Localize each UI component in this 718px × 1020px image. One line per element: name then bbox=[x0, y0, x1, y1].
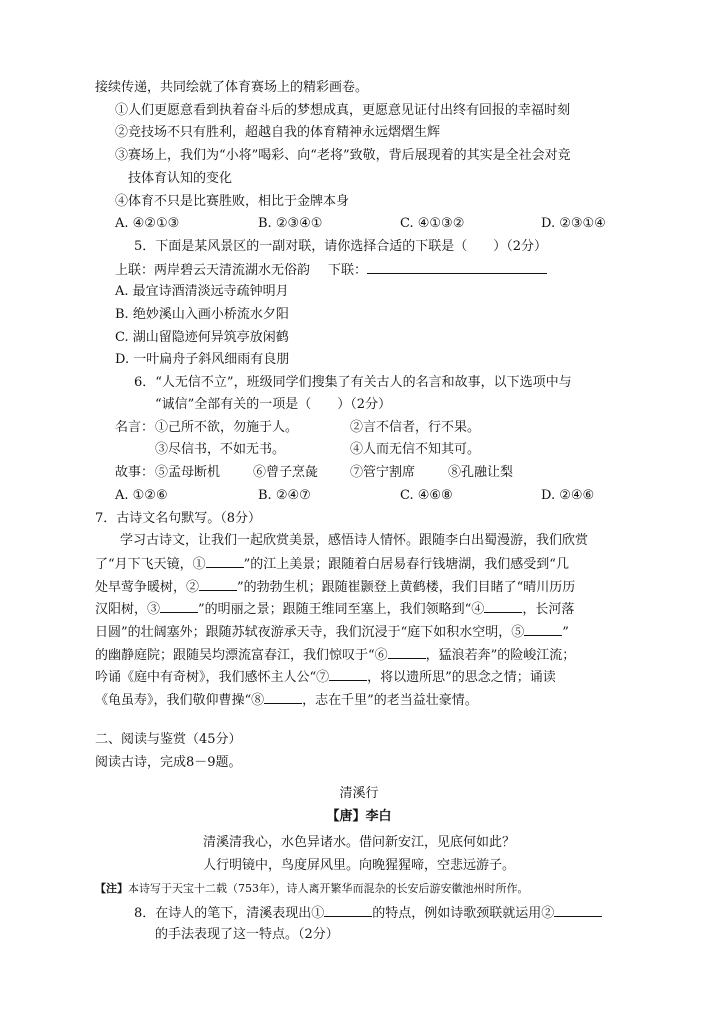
q6-quotes-label: 名言： bbox=[115, 420, 155, 435]
q6-option-d: D. ②④⑥ bbox=[541, 488, 595, 503]
q4-item-4: ④体育不只是比赛胜败，相比于金牌本身 bbox=[115, 194, 350, 209]
q7-blank-5[interactable] bbox=[524, 623, 562, 636]
q7-text: 日圆”的壮阔塞外；跟随苏轼夜游承天寺，我们沉浸于“庭下如积水空明，⑤ bbox=[95, 625, 525, 640]
section-instruction: 阅读古诗，完成8－9题。 bbox=[95, 755, 242, 770]
q5-couplet bbox=[115, 261, 547, 280]
q6-option-c: C. ④⑥⑧ bbox=[400, 488, 453, 503]
q6-story-7: ⑦管宁割席 bbox=[350, 465, 416, 480]
q7-text: 处早莺争暖树，② bbox=[95, 580, 200, 595]
q7-text: ”的江上美景；跟随着白居易春行钱塘湖，我们感受到“几 bbox=[243, 557, 569, 572]
note-text: 本诗写于天宝十二载（753年），诗人离开繁华而混杂的长安后游安徽池州时所作。 bbox=[128, 882, 529, 895]
poem-line-2: 人行明镜中，鸟度屏风里。向晚猩猩啼，空悲远游子。 bbox=[202, 858, 515, 873]
q4-item-3: ③赛场上，我们为“小将”喝彩、向“老将”致敬，背后展现着的其实是全社会对竞 bbox=[115, 148, 571, 163]
q7-text: ，志在千里”的老当益壮豪情。 bbox=[302, 693, 478, 708]
poem-note bbox=[95, 880, 529, 898]
q8-text: 的特点，例如诗歌颈联就运用② bbox=[372, 906, 555, 921]
q5-stem: 5．下面是某风景区的一副对联，请你选择合适的下联是（ ）（2分） bbox=[134, 239, 548, 254]
q5-option-b: B. 绝妙溪山入画小桥流水夕阳 bbox=[115, 307, 289, 322]
q8-blank-2[interactable] bbox=[554, 904, 602, 917]
q7-line-1: 学习古诗文，让我们一起欣赏美景，感悟诗人情怀。跟随李白出蜀漫游，我们欣赏 bbox=[120, 533, 589, 548]
q6-stem-cont: “诚信”全部有关的一项是（ ）（2分） bbox=[155, 397, 392, 412]
poem-title: 清溪行 bbox=[339, 786, 379, 801]
q7-blank-3[interactable] bbox=[160, 600, 198, 613]
q8-text: 8．在诗人的笔下，清溪表现出① bbox=[134, 906, 325, 921]
q7-blank-2[interactable] bbox=[199, 578, 237, 591]
q6-quote-3: ③尽信书，不如无书。 bbox=[155, 442, 286, 457]
q7-blank-4[interactable] bbox=[484, 600, 522, 613]
q4-option-b: B. ②③④① bbox=[258, 216, 323, 231]
q5-option-a: A. 最宜诗酒清淡远寺疏钟明月 bbox=[115, 284, 289, 299]
q7-line-8 bbox=[95, 691, 478, 710]
q6-story-6: ⑥曾子烹彘 bbox=[253, 465, 319, 480]
q6-story-5: ⑤孟母断机 bbox=[155, 465, 221, 480]
poem-author: 【唐】李白 bbox=[326, 809, 392, 824]
q7-text: ”的明丽之景；跟随王维同至塞上，我们领略到“④ bbox=[198, 602, 485, 617]
q8-line-1 bbox=[134, 904, 602, 923]
section-heading: 二、阅读与鉴赏（45分） bbox=[95, 732, 242, 747]
q7-line-6 bbox=[95, 646, 575, 665]
poem-line-1: 清溪清我心，水色异诸水。借问新安江，见底何如此？ bbox=[202, 835, 515, 850]
q5-option-d: D. 一叶扁舟子斜风细雨有良朋 bbox=[115, 352, 290, 367]
q6-story-8: ⑧孔融让梨 bbox=[448, 465, 514, 480]
q4-item-2: ②竞技场不只有胜利，超越自我的体育精神永远熠熠生辉 bbox=[115, 125, 441, 140]
q4-item-3-cont: 技体育认知的变化 bbox=[128, 171, 233, 186]
q6-quote-1: ①己所不欲，勿施于人。 bbox=[155, 420, 299, 435]
q4-option-c: C. ④①③② bbox=[400, 216, 465, 231]
q7-text: ，将以遗所思”的思念之情；诵读 bbox=[367, 670, 556, 685]
q7-text: 吟诵《庭中有奇树》，我们感怀主人公“⑦ bbox=[95, 670, 330, 685]
q7-text: 的幽静庭院；跟随吴均漂流富春江，我们惊叹于“⑥ bbox=[95, 648, 388, 663]
note-label: 【注】 bbox=[95, 882, 128, 895]
q7-text: 了“月下飞天镜，① bbox=[95, 557, 206, 572]
q7-blank-7[interactable] bbox=[329, 668, 367, 681]
q6-quote-2: ②言不信者，行不果。 bbox=[350, 420, 481, 435]
q7-blank-1[interactable] bbox=[206, 555, 244, 568]
q6-option-b: B. ②④⑦ bbox=[258, 488, 311, 503]
q7-blank-6[interactable] bbox=[388, 646, 426, 659]
q6-option-a: A. ①②⑥ bbox=[115, 488, 168, 503]
q7-line-5 bbox=[95, 623, 569, 642]
q6-quote-4: ④人而无信不知其可。 bbox=[350, 442, 481, 457]
q4-item-1: ①人们更愿意看到执着奋斗后的梦想成真，更愿意见证付出终有回报的幸福时刻 bbox=[115, 103, 571, 118]
q5-option-c: C. 湖山留隐迹何异筑亭放闲鹤 bbox=[115, 330, 289, 345]
q7-text: ，猛浪若奔”的险峻江流； bbox=[425, 648, 576, 663]
q7-text: 汉阳树，③ bbox=[95, 602, 161, 617]
q7-text: ，长河落 bbox=[522, 602, 575, 617]
q7-blank-8[interactable] bbox=[264, 691, 302, 704]
q8-blank-1[interactable] bbox=[324, 904, 372, 917]
q7-line-4 bbox=[95, 600, 574, 619]
q5-lower-label: 下联： bbox=[328, 263, 368, 278]
q7-title: 7．古诗文名句默写。（8分） bbox=[95, 511, 262, 526]
q7-line-2 bbox=[95, 555, 569, 574]
intro-line: 接续传递，共同绘就了体育赛场上的精彩画卷。 bbox=[95, 80, 369, 95]
q4-option-a: A. ④②①③ bbox=[115, 216, 180, 231]
q6-stories-label: 故事： bbox=[115, 465, 155, 480]
q7-line-3 bbox=[95, 578, 575, 597]
q7-text: ” bbox=[562, 625, 569, 640]
q8-line-2: 的手法表现了这一特点。（2分） bbox=[155, 927, 339, 942]
q5-upper-couplet: 上联：两岸碧云天清流湖水无俗韵 bbox=[115, 263, 311, 278]
q7-line-7 bbox=[95, 668, 556, 687]
q4-option-d: D. ②③①④ bbox=[541, 216, 606, 231]
q6-stem: 6．“人无信不立”，班级同学们搜集了有关古人的名言和故事，以下选项中与 bbox=[134, 375, 572, 390]
q7-text: 《龟虽寿》，我们敬仰曹操“⑧ bbox=[95, 693, 265, 708]
q5-answer-blank[interactable] bbox=[367, 261, 547, 274]
q7-text: ”的勃勃生机；跟随崔颢登上黄鹤楼，我们目睹了“晴川历历 bbox=[237, 580, 576, 595]
